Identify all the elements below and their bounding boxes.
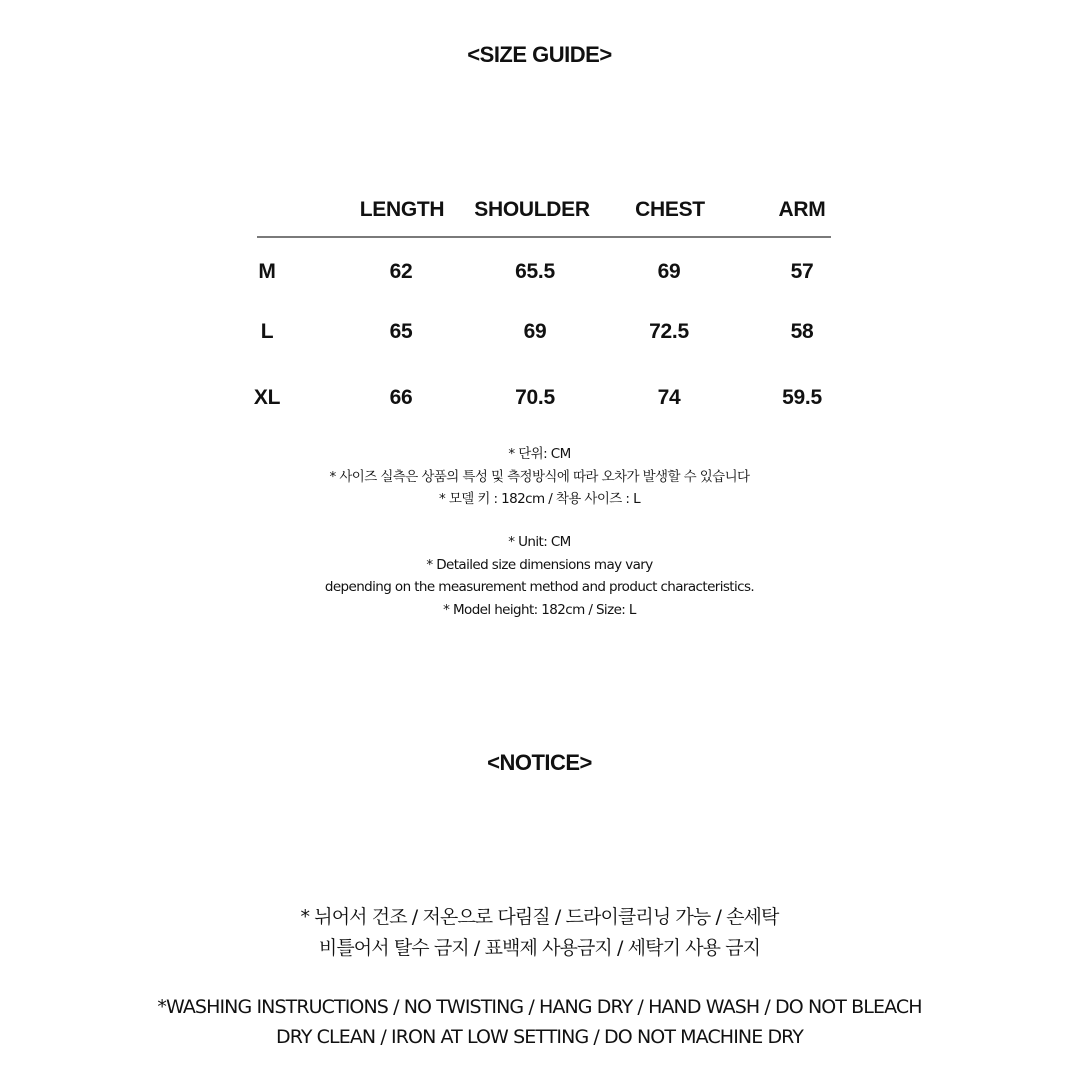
cell-m-length: 62 xyxy=(389,260,413,283)
size-notes-english xyxy=(0,531,1079,621)
care-line: * 뉘어서 건조 / 저온으로 다림질 / 드라이클리닝 가능 / 손세탁 xyxy=(300,906,779,928)
size-table xyxy=(250,196,834,426)
header-length: LENGTH xyxy=(359,198,445,221)
note-line: depending on the measurement method and product characteristics. xyxy=(324,579,755,595)
cell-l-chest: 72.5 xyxy=(649,320,689,343)
header-divider xyxy=(257,236,831,238)
cell-m-shoulder: 65.5 xyxy=(515,260,555,283)
care-line: 비틀어서 탈수 금지 / 표백제 사용금지 / 세탁기 사용 금지 xyxy=(318,937,761,959)
header-arm: ARM xyxy=(778,198,826,221)
care-line: DRY CLEAN / IRON AT LOW SETTING / DO NOT MACHINE DRY xyxy=(276,1026,803,1048)
header-shoulder: SHOULDER xyxy=(474,198,590,221)
size-label-xl: XL xyxy=(253,386,281,409)
size-guide-title: <SIZE GUIDE> xyxy=(467,42,612,67)
note-line: * Model height: 182cm / Size: L xyxy=(443,601,636,618)
note-line: * Unit: CM xyxy=(508,534,571,550)
care-instructions-korean xyxy=(0,902,1079,964)
size-notes-korean xyxy=(0,443,1079,511)
cell-xl-length: 66 xyxy=(389,386,413,409)
cell-l-arm: 58 xyxy=(790,320,814,343)
cell-l-shoulder: 69 xyxy=(523,320,547,343)
note-line: * 모델 키 : 182cm / 착용 사이즈 : L xyxy=(438,491,640,507)
size-label-m: M xyxy=(258,260,276,283)
cell-xl-shoulder: 70.5 xyxy=(515,386,555,409)
cell-xl-chest: 74 xyxy=(657,386,681,409)
size-label-l: L xyxy=(260,320,274,343)
notice-title: <NOTICE> xyxy=(487,750,592,775)
note-line: * 단위: CM xyxy=(508,446,571,462)
care-instructions-english xyxy=(0,992,1079,1052)
cell-m-chest: 69 xyxy=(657,260,681,283)
cell-l-length: 65 xyxy=(389,320,413,343)
header-chest: CHEST xyxy=(635,198,705,221)
cell-xl-arm: 59.5 xyxy=(782,386,822,409)
cell-m-arm: 57 xyxy=(790,260,814,283)
care-line: *WASHING INSTRUCTIONS / NO TWISTING / HANG DRY / HAND WASH / DO NOT BLEACH xyxy=(157,996,922,1018)
note-line: * Detailed size dimensions may vary xyxy=(426,556,653,573)
note-line: * 사이즈 실측은 상품의 특성 및 측정방식에 따라 오차가 발생할 수 있습니다 xyxy=(329,468,750,485)
